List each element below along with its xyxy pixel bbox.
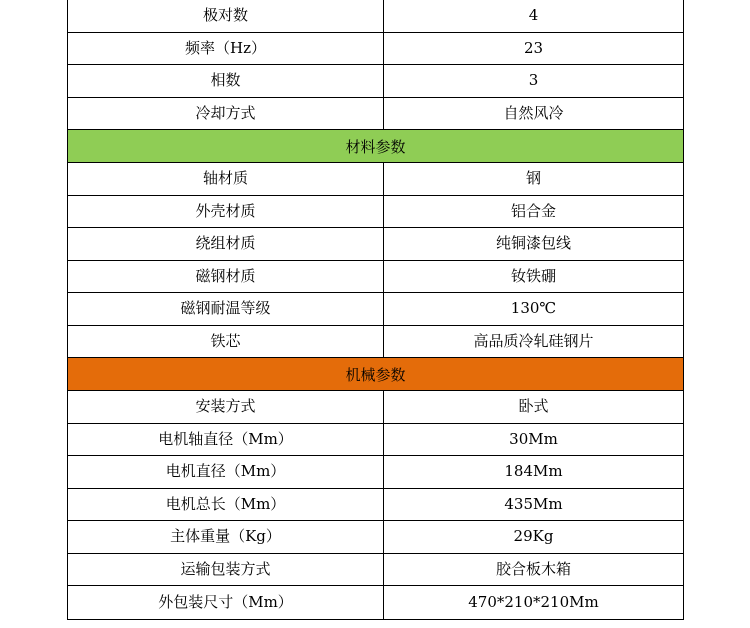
spec-key: 磁钢耐温等级: [68, 293, 384, 325]
table-row: [68, 489, 683, 522]
table-row: [68, 33, 683, 66]
spec-value: 23: [523, 38, 544, 57]
spec-key: 外壳材质: [68, 196, 384, 228]
spec-value: 高品质冷轧硅钢片: [473, 331, 594, 350]
spec-value: 3: [528, 71, 539, 90]
table-row: [68, 98, 683, 131]
table-row: [68, 65, 683, 98]
spec-value: 30Mm: [509, 429, 558, 448]
spec-key: 主体重量（Kg）: [68, 521, 384, 553]
spec-value: 130℃: [510, 299, 557, 318]
table-row: [68, 196, 683, 229]
spec-key: 运输包装方式: [68, 554, 384, 586]
spec-value: 纯铜漆包线: [495, 234, 571, 253]
spec-value: 铝合金: [510, 201, 556, 220]
spec-table: [67, 0, 684, 620]
table-row: [68, 554, 683, 587]
spec-value: 184Mm: [504, 462, 563, 481]
spec-key: 绕组材质: [68, 228, 384, 260]
spec-key: 磁钢材质: [68, 261, 384, 293]
table-row: [68, 228, 683, 261]
spec-value: 钢: [525, 169, 541, 188]
table-row: [68, 0, 683, 33]
spec-key: 外包装尺寸（Mm）: [68, 586, 384, 619]
section-header-mechanical: 机械参数: [68, 358, 683, 391]
spec-value: 29Kg: [513, 527, 554, 546]
spec-key: 冷却方式: [68, 98, 384, 130]
spec-key: 极对数: [68, 0, 384, 32]
table-row: [68, 293, 683, 326]
spec-value: 470*210*210Mm: [468, 592, 599, 611]
spec-key: 电机轴直径（Mm）: [68, 424, 384, 456]
spec-key: 电机总长（Mm）: [68, 489, 384, 521]
table-row: [68, 326, 683, 359]
spec-value: 4: [528, 6, 539, 25]
table-row: [68, 424, 683, 457]
spec-key: 轴材质: [68, 163, 384, 195]
table-row: [68, 456, 683, 489]
spec-key: 相数: [68, 65, 384, 97]
section-header-material: 材料参数: [68, 130, 683, 163]
table-row: [68, 586, 683, 619]
spec-value: 435Mm: [504, 494, 563, 513]
spec-key: 铁芯: [68, 326, 384, 358]
spec-value: 钕铁硼: [510, 266, 556, 285]
table-row: [68, 391, 683, 424]
table-row: [68, 261, 683, 294]
spec-value: 胶合板木箱: [495, 559, 571, 578]
spec-key: 电机直径（Mm）: [68, 456, 384, 488]
spec-value: 自然风冷: [503, 103, 564, 122]
table-row: [68, 521, 683, 554]
spec-key: 频率（Hz）: [68, 33, 384, 65]
spec-value: 卧式: [518, 397, 549, 416]
table-row: [68, 163, 683, 196]
spec-key: 安装方式: [68, 391, 384, 423]
